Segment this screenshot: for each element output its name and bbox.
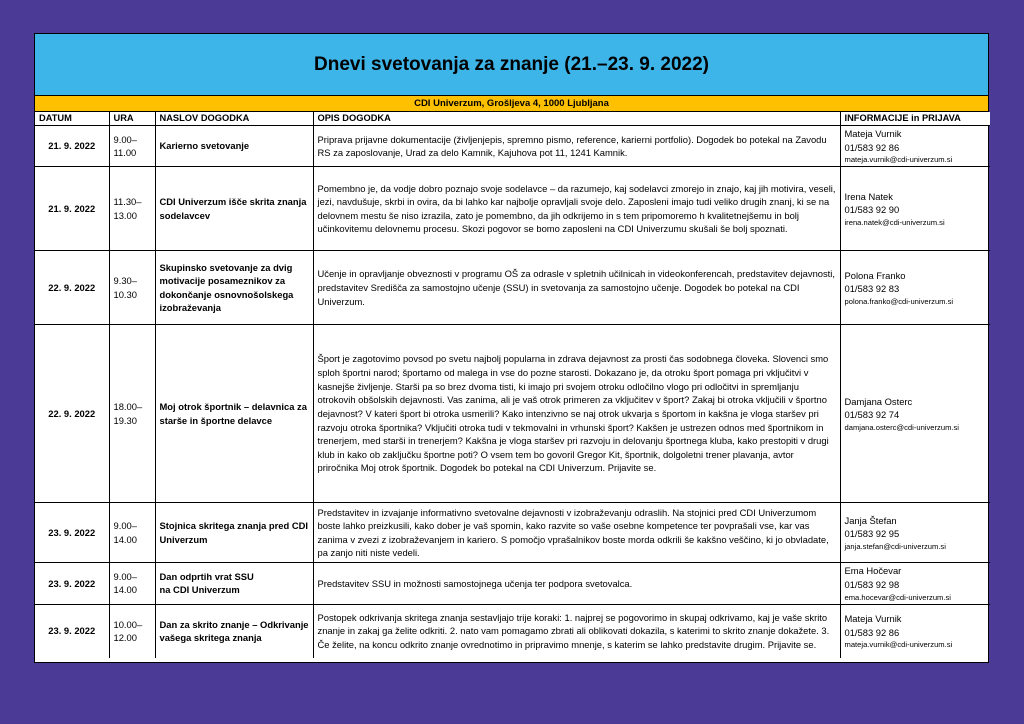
contact-email[interactable]: damjana.osterc@cdi-univerzum.si <box>844 422 959 432</box>
event-title <box>155 167 313 251</box>
event-time-text: 9.00– 11.00 <box>113 133 137 159</box>
location-banner: CDI Univerzum, Grošljeva 4, 1000 Ljubljana <box>35 96 988 112</box>
event-time <box>109 503 155 563</box>
contact-email[interactable]: irena.natek@cdi-univerzum.si <box>844 217 945 227</box>
event-date: 22. 9. 2022 <box>35 325 109 503</box>
contact-name: Damjana Osterc <box>844 395 913 407</box>
contact-email[interactable]: ema.hocevar@cdi-univerzum.si <box>844 592 951 602</box>
event-time <box>109 604 155 658</box>
contact-name: Polona Franko <box>844 269 906 281</box>
table-row <box>35 325 990 503</box>
event-title-text: Dan za skrito znanje – Odkrivanje vašega skritega znanja <box>159 618 309 644</box>
event-description: Pomembno je, da vodje dobro poznajo svoje sodelavce – da razumejo, kaj sodelavci zmorejo in znajo, kaj jih motivira, veseli, jezi, navdušuje, skrbi in ovira, da bi lahko kar najbolje opravljali svoje delo. Zaposleni imajo tudi veliko drugih znanj, ki se na delovnem mestu še niso izrazila, zato je pomembno, da jih odkrijemo in s tem pripomoremo h kvalitetnejšemu in bolj učinkovitemu delovnemu procesu. Skozi pogovor se bomo zaposleni na CDI Univerzumu skušali še bolj spoznati. <box>313 167 840 251</box>
contact-name: Ema Hočevar <box>844 565 902 577</box>
event-description: Predstavitev SSU in možnosti samostojnega učenja ter podpora svetovalca. <box>313 563 840 604</box>
contact-name: Mateja Vurnik <box>844 128 902 139</box>
contact-email[interactable]: polona.franko@cdi-univerzum.si <box>844 296 954 306</box>
event-time-text: 18.00– 19.30 <box>113 401 143 426</box>
event-title <box>155 251 313 325</box>
contact-name: Mateja Vurnik <box>844 613 902 625</box>
event-description: Postopek odkrivanja skritega znanja sestavljajo trije koraki: 1. najprej se pogovorimo in skupaj odkrivamo, kaj je vaše skrito znanje in zakaj ga želite odkriti. 2. nato vam pomagamo zbrati ali oblikovati dokazila, s katerimi to skrito znanje dokažete. 3. Če želite, na koncu odkrito znanje ovrednotimo in pripravimo mnenje, s katerim se lahko predstavite drugim. Prijavite se. <box>313 604 840 658</box>
column-header-info: INFORMACIJE in PRIJAVA <box>840 112 990 126</box>
event-title <box>155 126 313 167</box>
event-title-text: Skupinsko svetovanje za dvig motivacije posameznikov za dokončanje osnovnošolskega izobraževanja <box>159 261 294 314</box>
contact-name: Janja Štefan <box>844 514 897 526</box>
event-time <box>109 325 155 503</box>
event-title <box>155 563 313 604</box>
event-title-text: Stojnica skritega znanja pred CDI Univerzum <box>159 520 308 545</box>
contact-email[interactable]: mateja.vurnik@cdi-univerzum.si <box>844 640 953 650</box>
column-header-date: DATUM <box>35 112 109 126</box>
event-time-text: 11.30– 13.00 <box>113 196 142 221</box>
event-time-text: 9.30– 10.30 <box>113 275 137 300</box>
table-row <box>35 167 990 251</box>
event-title-text: Karierno svetovanje <box>159 140 250 152</box>
event-description: Predstavitev in izvajanje informativno svetovalne dejavnosti v izobraževanju odraslih. Na stojnici pred CDI Univerzumom boste lahko preizkusili, kako dober je vaš spomin, kako razvite so vaše osebne kompetence ter povprašali vse, kar vas zanima v zvezi z izobraževanjem in kariero. S pomočjo vprašalnikov boste morda odkrili še kakšno veščino, ki jo obvladate, pa zanjo niti niste vedeli. <box>313 503 840 563</box>
events-table <box>35 112 990 658</box>
table-row <box>35 563 990 604</box>
schedule-sheet <box>34 33 989 663</box>
event-contact <box>840 167 990 251</box>
event-description: Šport je zagotovimo povsod po svetu najbolj popularna in zdrava dejavnost za prosti čas sodobnega človeka. Slovenci smo sploh športni narod; športamo od malega in vse do pozne starosti. Dokazano je, da otroku šport pomaga pri vključitvi v kasnejše življenje. Starši pa so brez dvoma tisti, ki imajo pri svojem otroku odločilno vlogo pri odločitvi in spremljanju otrokovih obšolskih dejavnosti. Vas zanima, ali je vaš otrok primeren za vključitev v šport? Zakaj bi otroka vključili v športno dejavnost? V kateri šport bi otroka usmerili? Kako intenzivno se naj otrok ukvarja s športom in kakšna je vloga staršev pri razvoju otroka športnika? Vključiti otroka tudi v tekmovalni in vrhunski šport? Kakšen je ustrezen odnos med športnikom in trenerjem, med starši in trenerjem? Kakšna je vloga staršev pri razvoju in delovanju športnega kluba, kako prestopiti v drugi klub in kako ob zaključku športne poti? O vsem tem bo govoril Gregor Kit, športnik, dolgoletni trener plavanja, avtor priročnika Moj otrok športnik. Dogodek bo potekal na CDI Univerzum. Prijavite se. <box>313 325 840 503</box>
event-description: Učenje in opravljanje obveznosti v programu OŠ za odrasle v spletnih učilnicah in videokonferencah, predstavitev dejavnosti, predstavitev Središča za samostojno učenje (SSU) in svetovanja za samostojno učenje. Dogodek bo potekal na CDI Univerzum. <box>313 251 840 325</box>
event-time-text: 9.00– 14.00 <box>113 570 137 596</box>
event-time <box>109 251 155 325</box>
contact-phone[interactable]: 01/583 92 86 <box>844 141 900 153</box>
contact-phone[interactable]: 01/583 92 98 <box>844 578 900 590</box>
column-header-title: NASLOV DOGODKA <box>155 112 313 126</box>
event-contact <box>840 251 990 325</box>
event-time-text: 10.00– 12.00 <box>113 618 143 644</box>
event-contact <box>840 126 990 167</box>
table-row <box>35 604 990 658</box>
event-time-text: 9.00– 14.00 <box>113 520 137 545</box>
event-contact <box>840 325 990 503</box>
event-date: 22. 9. 2022 <box>35 251 109 325</box>
title-banner <box>35 34 988 96</box>
contact-email[interactable]: janja.stefan@cdi-univerzum.si <box>844 541 946 551</box>
contact-phone[interactable]: 01/583 92 90 <box>844 204 900 216</box>
event-contact <box>840 604 990 658</box>
page-title: Dnevi svetovanja za znanje (21.–23. 9. 2022) <box>314 53 709 75</box>
event-time <box>109 167 155 251</box>
event-contact <box>840 503 990 563</box>
column-header-time: URA <box>109 112 155 126</box>
event-date: 21. 9. 2022 <box>35 126 109 167</box>
event-time <box>109 126 155 167</box>
event-contact <box>840 563 990 604</box>
event-title-text: CDI Univerzum išče skrita znanja sodelavcev <box>159 196 307 221</box>
event-date: 23. 9. 2022 <box>35 503 109 563</box>
event-description: Priprava prijavne dokumentacije (življenjepis, spremno pismo, reference, karierni portfolio). Dogodek bo potekal na Zavodu RS za zaposlovanje, Urad za delo Kamnik, Kajuhova pot 11, 1241 Kamnik. <box>313 126 840 167</box>
event-title <box>155 604 313 658</box>
table-header-row <box>35 112 990 126</box>
event-title-text: Dan odprtih vrat SSU na CDI Univerzum <box>159 570 254 596</box>
event-title <box>155 503 313 563</box>
contact-phone[interactable]: 01/583 92 74 <box>844 409 900 421</box>
contact-phone[interactable]: 01/583 92 86 <box>844 626 900 638</box>
contact-phone[interactable]: 01/583 92 95 <box>844 528 900 540</box>
contact-phone[interactable]: 01/583 92 83 <box>844 283 900 295</box>
event-date: 23. 9. 2022 <box>35 604 109 658</box>
event-date: 21. 9. 2022 <box>35 167 109 251</box>
table-row <box>35 126 990 167</box>
event-title <box>155 325 313 503</box>
contact-email[interactable]: mateja.vurnik@cdi-univerzum.si <box>844 155 953 165</box>
table-row <box>35 251 990 325</box>
contact-name: Irena Natek <box>844 190 893 202</box>
event-title-text: Moj otrok športnik – delavnica za starše in športne delavce <box>159 401 307 426</box>
event-time <box>109 563 155 604</box>
column-header-description: OPIS DOGODKA <box>313 112 840 126</box>
event-date: 23. 9. 2022 <box>35 563 109 604</box>
table-row <box>35 503 990 563</box>
